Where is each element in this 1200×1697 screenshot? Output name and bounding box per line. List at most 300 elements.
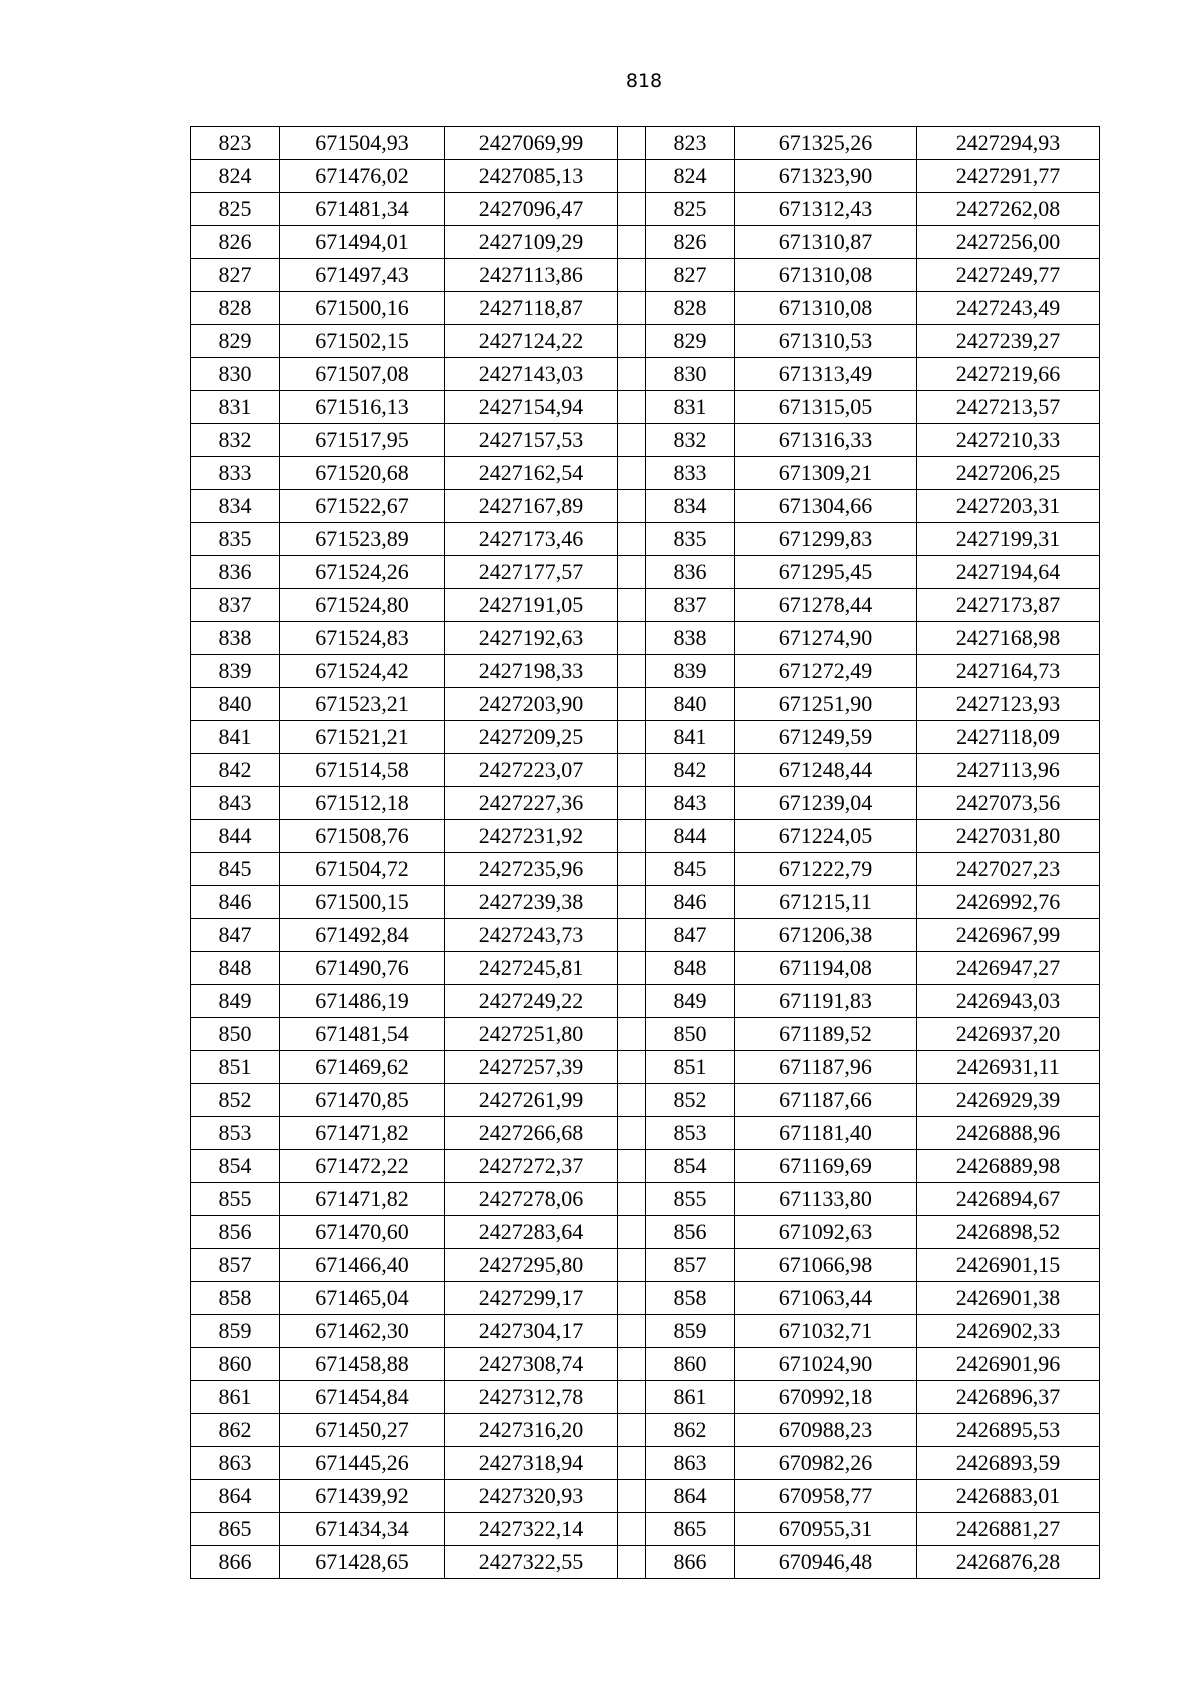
right-y-coordinate-cell: 2427194,64 xyxy=(917,556,1100,589)
right-point-number-cell: 851 xyxy=(646,1051,735,1084)
left-x-coordinate-cell: 671514,58 xyxy=(280,754,445,787)
left-y-coordinate-cell: 2427167,89 xyxy=(445,490,618,523)
right-x-coordinate-cell: 671194,08 xyxy=(735,952,917,985)
empty-separator-cell xyxy=(618,1480,646,1513)
right-y-coordinate-cell: 2427199,31 xyxy=(917,523,1100,556)
right-y-coordinate-cell: 2427219,66 xyxy=(917,358,1100,391)
right-x-coordinate-cell: 671325,26 xyxy=(735,127,917,160)
right-point-number-cell: 826 xyxy=(646,226,735,259)
left-point-number-cell: 854 xyxy=(191,1150,280,1183)
right-x-coordinate-cell: 671224,05 xyxy=(735,820,917,853)
right-x-coordinate-cell: 671310,87 xyxy=(735,226,917,259)
right-point-number-cell: 855 xyxy=(646,1183,735,1216)
left-x-coordinate-cell: 671524,42 xyxy=(280,655,445,688)
left-x-coordinate-cell: 671500,16 xyxy=(280,292,445,325)
empty-separator-cell xyxy=(618,787,646,820)
right-point-number-cell: 837 xyxy=(646,589,735,622)
left-y-coordinate-cell: 2427192,63 xyxy=(445,622,618,655)
table-row xyxy=(191,1084,1100,1117)
table-row xyxy=(191,952,1100,985)
right-point-number-cell: 858 xyxy=(646,1282,735,1315)
right-x-coordinate-cell: 671169,69 xyxy=(735,1150,917,1183)
table-row xyxy=(191,1216,1100,1249)
empty-separator-cell xyxy=(618,952,646,985)
table-row xyxy=(191,655,1100,688)
left-y-coordinate-cell: 2427299,17 xyxy=(445,1282,618,1315)
right-point-number-cell: 847 xyxy=(646,919,735,952)
left-y-coordinate-cell: 2427113,86 xyxy=(445,259,618,292)
coordinates-table-body xyxy=(191,127,1100,1579)
right-x-coordinate-cell: 671274,90 xyxy=(735,622,917,655)
empty-separator-cell xyxy=(618,1018,646,1051)
right-point-number-cell: 863 xyxy=(646,1447,735,1480)
right-y-coordinate-cell: 2427173,87 xyxy=(917,589,1100,622)
left-point-number-cell: 864 xyxy=(191,1480,280,1513)
left-y-coordinate-cell: 2427245,81 xyxy=(445,952,618,985)
right-x-coordinate-cell: 671304,66 xyxy=(735,490,917,523)
table-row xyxy=(191,688,1100,721)
right-x-coordinate-cell: 671189,52 xyxy=(735,1018,917,1051)
left-point-number-cell: 833 xyxy=(191,457,280,490)
right-y-coordinate-cell: 2427210,33 xyxy=(917,424,1100,457)
right-x-coordinate-cell: 671063,44 xyxy=(735,1282,917,1315)
table-row xyxy=(191,1513,1100,1546)
right-point-number-cell: 836 xyxy=(646,556,735,589)
empty-separator-cell xyxy=(618,754,646,787)
left-x-coordinate-cell: 671520,68 xyxy=(280,457,445,490)
left-point-number-cell: 842 xyxy=(191,754,280,787)
right-x-coordinate-cell: 671316,33 xyxy=(735,424,917,457)
left-x-coordinate-cell: 671450,27 xyxy=(280,1414,445,1447)
left-y-coordinate-cell: 2427308,74 xyxy=(445,1348,618,1381)
table-row xyxy=(191,358,1100,391)
left-point-number-cell: 849 xyxy=(191,985,280,1018)
left-point-number-cell: 856 xyxy=(191,1216,280,1249)
left-x-coordinate-cell: 671492,84 xyxy=(280,919,445,952)
table-row xyxy=(191,1381,1100,1414)
left-y-coordinate-cell: 2427173,46 xyxy=(445,523,618,556)
right-point-number-cell: 823 xyxy=(646,127,735,160)
empty-separator-cell xyxy=(618,820,646,853)
empty-separator-cell xyxy=(618,391,646,424)
left-x-coordinate-cell: 671481,54 xyxy=(280,1018,445,1051)
table-row xyxy=(191,1249,1100,1282)
right-y-coordinate-cell: 2426931,11 xyxy=(917,1051,1100,1084)
table-row xyxy=(191,1018,1100,1051)
right-point-number-cell: 834 xyxy=(646,490,735,523)
left-point-number-cell: 829 xyxy=(191,325,280,358)
empty-separator-cell xyxy=(618,1315,646,1348)
left-y-coordinate-cell: 2427304,17 xyxy=(445,1315,618,1348)
left-y-coordinate-cell: 2427154,94 xyxy=(445,391,618,424)
left-y-coordinate-cell: 2427096,47 xyxy=(445,193,618,226)
right-y-coordinate-cell: 2426876,28 xyxy=(917,1546,1100,1579)
right-y-coordinate-cell: 2426929,39 xyxy=(917,1084,1100,1117)
left-x-coordinate-cell: 671524,26 xyxy=(280,556,445,589)
left-y-coordinate-cell: 2427177,57 xyxy=(445,556,618,589)
right-point-number-cell: 829 xyxy=(646,325,735,358)
left-x-coordinate-cell: 671471,82 xyxy=(280,1117,445,1150)
right-y-coordinate-cell: 2427113,96 xyxy=(917,754,1100,787)
left-y-coordinate-cell: 2427069,99 xyxy=(445,127,618,160)
table-row xyxy=(191,523,1100,556)
right-x-coordinate-cell: 671187,96 xyxy=(735,1051,917,1084)
table-row xyxy=(191,556,1100,589)
left-x-coordinate-cell: 671454,84 xyxy=(280,1381,445,1414)
right-point-number-cell: 832 xyxy=(646,424,735,457)
left-point-number-cell: 832 xyxy=(191,424,280,457)
right-y-coordinate-cell: 2427206,25 xyxy=(917,457,1100,490)
right-y-coordinate-cell: 2426937,20 xyxy=(917,1018,1100,1051)
table-row xyxy=(191,424,1100,457)
right-y-coordinate-cell: 2427118,09 xyxy=(917,721,1100,754)
right-y-coordinate-cell: 2427168,98 xyxy=(917,622,1100,655)
right-x-coordinate-cell: 671133,80 xyxy=(735,1183,917,1216)
right-y-coordinate-cell: 2427243,49 xyxy=(917,292,1100,325)
right-y-coordinate-cell: 2426881,27 xyxy=(917,1513,1100,1546)
right-x-coordinate-cell: 671251,90 xyxy=(735,688,917,721)
left-point-number-cell: 858 xyxy=(191,1282,280,1315)
table-row xyxy=(191,886,1100,919)
right-y-coordinate-cell: 2427249,77 xyxy=(917,259,1100,292)
left-x-coordinate-cell: 671504,72 xyxy=(280,853,445,886)
empty-separator-cell xyxy=(618,655,646,688)
empty-separator-cell xyxy=(618,1447,646,1480)
left-y-coordinate-cell: 2427209,25 xyxy=(445,721,618,754)
table-row xyxy=(191,1282,1100,1315)
left-point-number-cell: 828 xyxy=(191,292,280,325)
left-x-coordinate-cell: 671486,19 xyxy=(280,985,445,1018)
right-point-number-cell: 843 xyxy=(646,787,735,820)
right-y-coordinate-cell: 2426889,98 xyxy=(917,1150,1100,1183)
right-point-number-cell: 860 xyxy=(646,1348,735,1381)
left-point-number-cell: 843 xyxy=(191,787,280,820)
right-point-number-cell: 852 xyxy=(646,1084,735,1117)
left-x-coordinate-cell: 671504,93 xyxy=(280,127,445,160)
left-point-number-cell: 824 xyxy=(191,160,280,193)
left-x-coordinate-cell: 671497,43 xyxy=(280,259,445,292)
table-row xyxy=(191,589,1100,622)
empty-separator-cell xyxy=(618,1381,646,1414)
empty-separator-cell xyxy=(618,490,646,523)
table-row xyxy=(191,391,1100,424)
right-y-coordinate-cell: 2427027,23 xyxy=(917,853,1100,886)
right-point-number-cell: 850 xyxy=(646,1018,735,1051)
right-point-number-cell: 849 xyxy=(646,985,735,1018)
left-point-number-cell: 846 xyxy=(191,886,280,919)
left-point-number-cell: 845 xyxy=(191,853,280,886)
right-y-coordinate-cell: 2426901,96 xyxy=(917,1348,1100,1381)
left-y-coordinate-cell: 2427223,07 xyxy=(445,754,618,787)
right-y-coordinate-cell: 2426883,01 xyxy=(917,1480,1100,1513)
empty-separator-cell xyxy=(618,721,646,754)
left-point-number-cell: 861 xyxy=(191,1381,280,1414)
right-point-number-cell: 833 xyxy=(646,457,735,490)
empty-separator-cell xyxy=(618,985,646,1018)
left-point-number-cell: 865 xyxy=(191,1513,280,1546)
table-row xyxy=(191,754,1100,787)
table-row xyxy=(191,1315,1100,1348)
right-y-coordinate-cell: 2427123,93 xyxy=(917,688,1100,721)
right-x-coordinate-cell: 671187,66 xyxy=(735,1084,917,1117)
right-y-coordinate-cell: 2426888,96 xyxy=(917,1117,1100,1150)
right-x-coordinate-cell: 670946,48 xyxy=(735,1546,917,1579)
left-y-coordinate-cell: 2427251,80 xyxy=(445,1018,618,1051)
right-x-coordinate-cell: 671066,98 xyxy=(735,1249,917,1282)
right-point-number-cell: 825 xyxy=(646,193,735,226)
left-point-number-cell: 862 xyxy=(191,1414,280,1447)
left-y-coordinate-cell: 2427272,37 xyxy=(445,1150,618,1183)
right-y-coordinate-cell: 2426901,15 xyxy=(917,1249,1100,1282)
left-x-coordinate-cell: 671522,67 xyxy=(280,490,445,523)
left-x-coordinate-cell: 671470,60 xyxy=(280,1216,445,1249)
right-x-coordinate-cell: 670955,31 xyxy=(735,1513,917,1546)
empty-separator-cell xyxy=(618,556,646,589)
coordinates-table xyxy=(190,126,1100,1579)
empty-separator-cell xyxy=(618,1216,646,1249)
left-point-number-cell: 841 xyxy=(191,721,280,754)
left-y-coordinate-cell: 2427085,13 xyxy=(445,160,618,193)
left-y-coordinate-cell: 2427295,80 xyxy=(445,1249,618,1282)
left-y-coordinate-cell: 2427231,92 xyxy=(445,820,618,853)
left-point-number-cell: 823 xyxy=(191,127,280,160)
right-x-coordinate-cell: 671313,49 xyxy=(735,358,917,391)
empty-separator-cell xyxy=(618,1183,646,1216)
right-point-number-cell: 862 xyxy=(646,1414,735,1447)
right-point-number-cell: 856 xyxy=(646,1216,735,1249)
left-y-coordinate-cell: 2427320,93 xyxy=(445,1480,618,1513)
left-y-coordinate-cell: 2427322,14 xyxy=(445,1513,618,1546)
left-y-coordinate-cell: 2427239,38 xyxy=(445,886,618,919)
left-point-number-cell: 857 xyxy=(191,1249,280,1282)
table-row xyxy=(191,325,1100,358)
right-x-coordinate-cell: 671222,79 xyxy=(735,853,917,886)
right-x-coordinate-cell: 671310,53 xyxy=(735,325,917,358)
left-x-coordinate-cell: 671523,21 xyxy=(280,688,445,721)
right-point-number-cell: 841 xyxy=(646,721,735,754)
table-row xyxy=(191,1150,1100,1183)
left-point-number-cell: 850 xyxy=(191,1018,280,1051)
left-x-coordinate-cell: 671521,21 xyxy=(280,721,445,754)
left-y-coordinate-cell: 2427203,90 xyxy=(445,688,618,721)
left-y-coordinate-cell: 2427316,20 xyxy=(445,1414,618,1447)
right-point-number-cell: 854 xyxy=(646,1150,735,1183)
left-x-coordinate-cell: 671524,83 xyxy=(280,622,445,655)
empty-separator-cell xyxy=(618,358,646,391)
empty-separator-cell xyxy=(618,127,646,160)
right-point-number-cell: 842 xyxy=(646,754,735,787)
left-y-coordinate-cell: 2427157,53 xyxy=(445,424,618,457)
left-x-coordinate-cell: 671481,34 xyxy=(280,193,445,226)
empty-separator-cell xyxy=(618,226,646,259)
table-row xyxy=(191,490,1100,523)
right-y-coordinate-cell: 2426901,38 xyxy=(917,1282,1100,1315)
right-x-coordinate-cell: 671191,83 xyxy=(735,985,917,1018)
left-point-number-cell: 863 xyxy=(191,1447,280,1480)
right-y-coordinate-cell: 2427073,56 xyxy=(917,787,1100,820)
right-point-number-cell: 844 xyxy=(646,820,735,853)
left-point-number-cell: 825 xyxy=(191,193,280,226)
right-y-coordinate-cell: 2427291,77 xyxy=(917,160,1100,193)
left-y-coordinate-cell: 2427243,73 xyxy=(445,919,618,952)
empty-separator-cell xyxy=(618,1282,646,1315)
table-row xyxy=(191,820,1100,853)
right-y-coordinate-cell: 2426967,99 xyxy=(917,919,1100,952)
right-y-coordinate-cell: 2427164,73 xyxy=(917,655,1100,688)
table-row xyxy=(191,1183,1100,1216)
left-point-number-cell: 830 xyxy=(191,358,280,391)
right-y-coordinate-cell: 2427239,27 xyxy=(917,325,1100,358)
left-x-coordinate-cell: 671517,95 xyxy=(280,424,445,457)
right-point-number-cell: 866 xyxy=(646,1546,735,1579)
table-row xyxy=(191,853,1100,886)
left-y-coordinate-cell: 2427257,39 xyxy=(445,1051,618,1084)
empty-separator-cell xyxy=(618,1249,646,1282)
left-point-number-cell: 838 xyxy=(191,622,280,655)
right-x-coordinate-cell: 671299,83 xyxy=(735,523,917,556)
left-x-coordinate-cell: 671500,15 xyxy=(280,886,445,919)
table-row xyxy=(191,919,1100,952)
right-point-number-cell: 861 xyxy=(646,1381,735,1414)
left-y-coordinate-cell: 2427162,54 xyxy=(445,457,618,490)
left-point-number-cell: 855 xyxy=(191,1183,280,1216)
empty-separator-cell xyxy=(618,1051,646,1084)
left-x-coordinate-cell: 671469,62 xyxy=(280,1051,445,1084)
right-point-number-cell: 853 xyxy=(646,1117,735,1150)
left-x-coordinate-cell: 671462,30 xyxy=(280,1315,445,1348)
right-x-coordinate-cell: 671272,49 xyxy=(735,655,917,688)
right-point-number-cell: 838 xyxy=(646,622,735,655)
right-x-coordinate-cell: 671310,08 xyxy=(735,259,917,292)
left-x-coordinate-cell: 671523,89 xyxy=(280,523,445,556)
right-x-coordinate-cell: 671295,45 xyxy=(735,556,917,589)
left-y-coordinate-cell: 2427235,96 xyxy=(445,853,618,886)
left-y-coordinate-cell: 2427143,03 xyxy=(445,358,618,391)
left-y-coordinate-cell: 2427109,29 xyxy=(445,226,618,259)
left-x-coordinate-cell: 671434,34 xyxy=(280,1513,445,1546)
right-point-number-cell: 848 xyxy=(646,952,735,985)
right-x-coordinate-cell: 670988,23 xyxy=(735,1414,917,1447)
left-x-coordinate-cell: 671512,18 xyxy=(280,787,445,820)
right-point-number-cell: 865 xyxy=(646,1513,735,1546)
left-y-coordinate-cell: 2427261,99 xyxy=(445,1084,618,1117)
left-x-coordinate-cell: 671508,76 xyxy=(280,820,445,853)
table-row xyxy=(191,1348,1100,1381)
right-point-number-cell: 831 xyxy=(646,391,735,424)
empty-separator-cell xyxy=(618,1513,646,1546)
table-row xyxy=(191,457,1100,490)
left-x-coordinate-cell: 671516,13 xyxy=(280,391,445,424)
left-x-coordinate-cell: 671428,65 xyxy=(280,1546,445,1579)
left-point-number-cell: 827 xyxy=(191,259,280,292)
table-row xyxy=(191,787,1100,820)
right-y-coordinate-cell: 2427203,31 xyxy=(917,490,1100,523)
table-row xyxy=(191,259,1100,292)
empty-separator-cell xyxy=(618,160,646,193)
left-y-coordinate-cell: 2427227,36 xyxy=(445,787,618,820)
right-point-number-cell: 840 xyxy=(646,688,735,721)
left-x-coordinate-cell: 671494,01 xyxy=(280,226,445,259)
right-y-coordinate-cell: 2426898,52 xyxy=(917,1216,1100,1249)
table-row xyxy=(191,721,1100,754)
empty-separator-cell xyxy=(618,886,646,919)
right-y-coordinate-cell: 2426902,33 xyxy=(917,1315,1100,1348)
right-y-coordinate-cell: 2426894,67 xyxy=(917,1183,1100,1216)
right-x-coordinate-cell: 671206,38 xyxy=(735,919,917,952)
table-row xyxy=(191,622,1100,655)
right-y-coordinate-cell: 2427262,08 xyxy=(917,193,1100,226)
table-row xyxy=(191,985,1100,1018)
right-y-coordinate-cell: 2427031,80 xyxy=(917,820,1100,853)
right-x-coordinate-cell: 671312,43 xyxy=(735,193,917,226)
left-x-coordinate-cell: 671439,92 xyxy=(280,1480,445,1513)
right-x-coordinate-cell: 671323,90 xyxy=(735,160,917,193)
table-row xyxy=(191,160,1100,193)
empty-separator-cell xyxy=(618,292,646,325)
left-y-coordinate-cell: 2427249,22 xyxy=(445,985,618,1018)
left-y-coordinate-cell: 2427191,05 xyxy=(445,589,618,622)
empty-separator-cell xyxy=(618,1414,646,1447)
empty-separator-cell xyxy=(618,457,646,490)
right-x-coordinate-cell: 671249,59 xyxy=(735,721,917,754)
right-y-coordinate-cell: 2427294,93 xyxy=(917,127,1100,160)
left-x-coordinate-cell: 671458,88 xyxy=(280,1348,445,1381)
right-point-number-cell: 846 xyxy=(646,886,735,919)
right-x-coordinate-cell: 671215,11 xyxy=(735,886,917,919)
empty-separator-cell xyxy=(618,1348,646,1381)
empty-separator-cell xyxy=(618,325,646,358)
left-x-coordinate-cell: 671524,80 xyxy=(280,589,445,622)
left-x-coordinate-cell: 671472,22 xyxy=(280,1150,445,1183)
right-x-coordinate-cell: 671024,90 xyxy=(735,1348,917,1381)
left-point-number-cell: 852 xyxy=(191,1084,280,1117)
empty-separator-cell xyxy=(618,853,646,886)
table-row xyxy=(191,1546,1100,1579)
left-x-coordinate-cell: 671502,15 xyxy=(280,325,445,358)
left-point-number-cell: 831 xyxy=(191,391,280,424)
left-point-number-cell: 835 xyxy=(191,523,280,556)
table-row xyxy=(191,226,1100,259)
left-x-coordinate-cell: 671470,85 xyxy=(280,1084,445,1117)
right-y-coordinate-cell: 2427256,00 xyxy=(917,226,1100,259)
right-y-coordinate-cell: 2427213,57 xyxy=(917,391,1100,424)
left-x-coordinate-cell: 671507,08 xyxy=(280,358,445,391)
right-point-number-cell: 835 xyxy=(646,523,735,556)
left-point-number-cell: 837 xyxy=(191,589,280,622)
left-point-number-cell: 860 xyxy=(191,1348,280,1381)
right-point-number-cell: 828 xyxy=(646,292,735,325)
empty-separator-cell xyxy=(618,1150,646,1183)
right-y-coordinate-cell: 2426947,27 xyxy=(917,952,1100,985)
right-x-coordinate-cell: 671278,44 xyxy=(735,589,917,622)
right-x-coordinate-cell: 671181,40 xyxy=(735,1117,917,1150)
right-point-number-cell: 827 xyxy=(646,259,735,292)
left-point-number-cell: 847 xyxy=(191,919,280,952)
right-point-number-cell: 864 xyxy=(646,1480,735,1513)
table-row xyxy=(191,1051,1100,1084)
left-x-coordinate-cell: 671476,02 xyxy=(280,160,445,193)
right-y-coordinate-cell: 2426992,76 xyxy=(917,886,1100,919)
left-y-coordinate-cell: 2427312,78 xyxy=(445,1381,618,1414)
empty-separator-cell xyxy=(618,259,646,292)
left-point-number-cell: 836 xyxy=(191,556,280,589)
left-x-coordinate-cell: 671466,40 xyxy=(280,1249,445,1282)
table-row xyxy=(191,292,1100,325)
left-point-number-cell: 826 xyxy=(191,226,280,259)
left-point-number-cell: 859 xyxy=(191,1315,280,1348)
left-x-coordinate-cell: 671490,76 xyxy=(280,952,445,985)
right-y-coordinate-cell: 2426893,59 xyxy=(917,1447,1100,1480)
